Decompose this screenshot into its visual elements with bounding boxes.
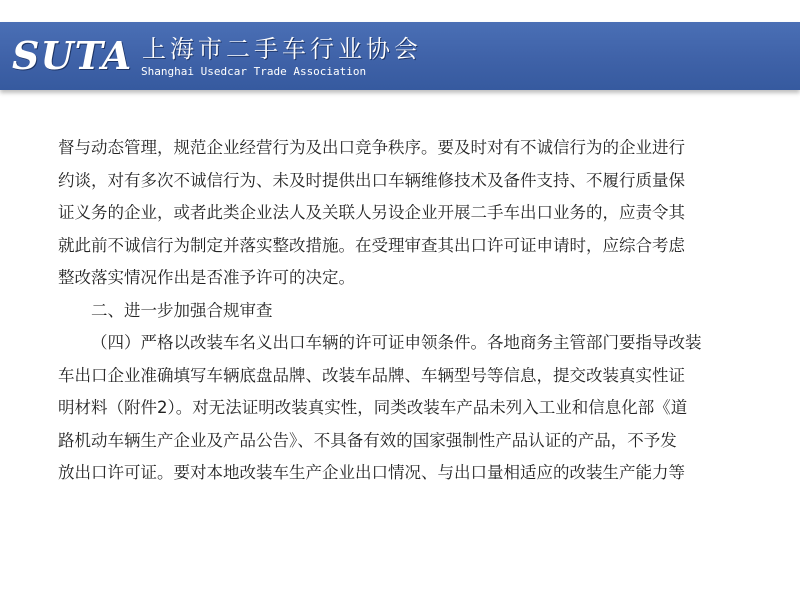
text-line: 约谈，对有多次不诚信行为、未及时提供出口车辆维修技术及备件支持、不履行质量保 xyxy=(58,170,685,190)
text-line: 车出口企业准确填写车辆底盘品牌、改装车品牌、车辆型号等信息，提交改装真实性证 xyxy=(58,365,685,385)
document-body xyxy=(58,132,748,490)
suta-logo: SUTA xyxy=(12,33,133,78)
text-line: 督与动态管理，规范企业经营行为及出口竞争秩序。要及时对有不诚信行为的企业进行 xyxy=(58,138,685,157)
text-line: 证义务的企业，或者此类企业法人及关联人另设企业开展二手车出口业务的，应责令其 xyxy=(58,203,685,222)
header-banner xyxy=(0,22,800,90)
org-name-english: Shanghai Usedcar Trade Association xyxy=(141,65,367,78)
text-line: 整改落实情况作出是否准予许可的决定。 xyxy=(58,268,355,287)
section-heading: 二、进一步加强合规审查 xyxy=(91,300,273,320)
text-line: 放出口许可证。要对本地改装车生产企业出口情况、与出口量相适应的改装生产能力等 xyxy=(58,463,685,482)
paragraph-start: （四）严格以改装车名义出口车辆的许可证申领条件。各地商务主管部门要指导改装 xyxy=(91,333,702,352)
text-line: 明材料（附件2）。对无法证明改装真实性，同类改装车产品未列入工业和信息化部《道 xyxy=(58,398,688,417)
org-name-chinese: 上海市二手车行业协会 xyxy=(142,35,422,63)
text-line: 路机动车辆生产企业及产品公告》、不具备有效的国家强制性产品认证的产品，不予发 xyxy=(58,430,677,450)
text-line: 就此前不诚信行为制定并落实整改措施。在受理审查其出口许可证申请时，应综合考虑 xyxy=(58,235,685,255)
